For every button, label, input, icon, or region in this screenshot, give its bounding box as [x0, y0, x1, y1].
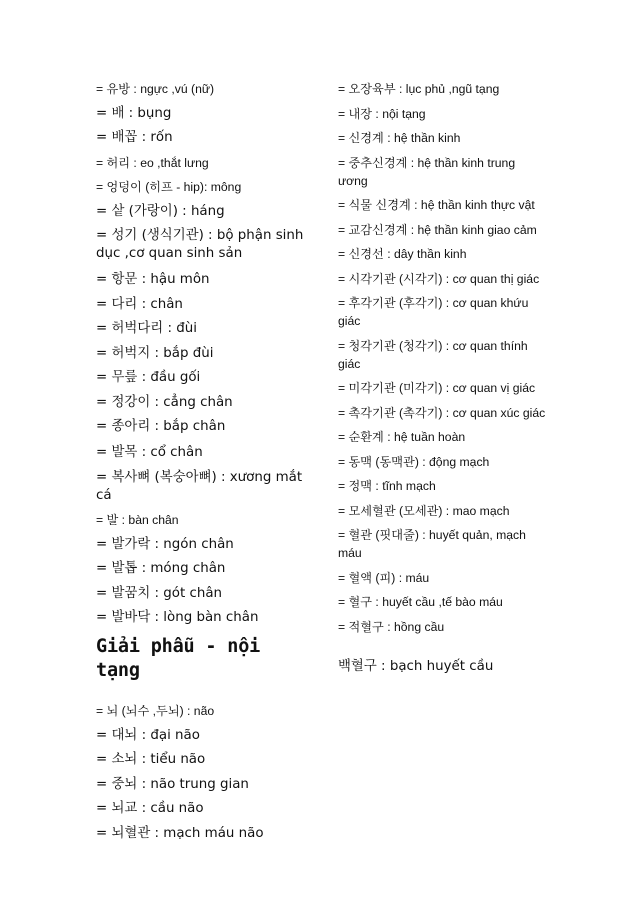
vocab-entry: = 뇌교 : cầu não: [96, 801, 204, 816]
vocab-entry: = 정맥 : tĩnh mạch: [338, 479, 436, 493]
vocab-entry-last: 백혈구 : bạch huyết cầu: [338, 658, 494, 674]
vocab-entry: = 발 : bàn chân: [96, 513, 179, 527]
left-entry-list-top: [96, 80, 306, 627]
vocab-entry: = 식물 신경계 : hệ thần kinh thực vật: [338, 198, 535, 212]
vocab-entry: = 다리 : chân: [96, 296, 183, 312]
right-column: [338, 80, 548, 682]
vocab-entry: = 종아리 : bắp chân: [96, 419, 226, 434]
left-column: [96, 80, 306, 849]
vocab-entry: = 항문 : hậu môn: [96, 272, 210, 287]
vocab-entry: = 발바닥 : lòng bàn chân: [96, 610, 259, 625]
vocab-entry: = 유방 : ngực ,vú (nữ): [96, 82, 215, 96]
vocab-entry: = 미각기관 (미각기) : cơ quan vị giác: [338, 381, 536, 395]
vocab-entry: = 순환계 : hệ tuần hoàn: [338, 430, 466, 444]
vocab-entry: = 교감신경계 : hệ thần kinh giao cảm: [338, 222, 537, 237]
vocab-entry: = 정강이 : cẳng chân: [96, 394, 233, 410]
vocab-entry: = 대뇌 : đại não: [96, 727, 200, 743]
vocab-entry: = 청각기관 (청각기) : cơ quan thính giác: [338, 338, 528, 371]
vocab-entry: = 배 : bụng: [96, 105, 172, 121]
vocab-entry: = 발목 : cổ chân: [96, 445, 203, 460]
vocab-entry: = 신경선 : dây thần kinh: [338, 247, 467, 261]
vocab-entry: = 뇌혈관 : mạch máu não: [96, 825, 264, 841]
vocab-entry: = 혈구 : huyết cầu ,tế bào máu: [338, 595, 503, 609]
vocab-entry: = 시각기관 (시각기) : cơ quan thị giác: [338, 271, 540, 286]
vocab-entry: = 혈액 (피) : máu: [338, 570, 430, 585]
vocab-entry: = 중추신경계 : hệ thần kinh trung ương: [338, 155, 516, 188]
left-entry-list-bottom: [96, 702, 306, 843]
vocab-entry: = 뇌 (뇌수 ,두뇌) : não: [96, 704, 215, 718]
vocab-entry: = 허벅지 : bắp đùi: [96, 345, 214, 361]
vocab-entry: = 오장육부 : lục phủ ,ngũ tạng: [338, 82, 500, 96]
vocab-entry: = 신경계 : hệ thần kinh: [338, 131, 461, 145]
vocab-entry: = 발꿈치 : gót chân: [96, 585, 223, 601]
vocab-entry: = 허벅다리 : đùi: [96, 321, 197, 336]
vocab-entry: = 배꼽 : rốn: [96, 130, 173, 145]
vocab-entry: = 발톱 : móng chân: [96, 561, 226, 576]
vocab-entry: = 모세혈관 (모세관) : mao mạch: [338, 503, 510, 518]
vocab-entry: = 성기 (생식기관) : bộ phận sinh dục ,cơ quan sinh sản: [96, 228, 304, 261]
vocab-entry: = 발가락 : ngón chân: [96, 536, 234, 552]
section-heading: Giải phẫu - nội tạng: [96, 636, 261, 681]
vocab-entry: = 샅 (가랑이) : háng: [96, 203, 225, 219]
vocab-entry: = 후각기관 (후각기) : cơ quan khứu giác: [338, 296, 529, 328]
vocab-entry: = 허리 : eo ,thắt lưng: [96, 155, 209, 170]
right-entry-list: [338, 80, 548, 636]
vocab-entry: = 촉각기관 (촉각기) : cơ quan xúc giác: [338, 405, 546, 420]
vocab-entry: = 중뇌 : não trung gian: [96, 776, 249, 792]
vocab-entry: = 소뇌 : tiểu não: [96, 752, 206, 767]
vocab-entry: = 복사뼈 (복숭아뼈) : xương mắt cá: [96, 469, 303, 503]
vocab-entry: = 혈관 (핏대줄) : huyết quản, mạch máu: [338, 528, 526, 560]
vocab-entry: = 동맥 (동맥관) : động mạch: [338, 454, 490, 469]
vocab-entry: = 내장 : nội tạng: [338, 106, 426, 121]
vocab-entry: = 적혈구 : hồng cầu: [338, 619, 445, 634]
vocab-entry: = 무릎 : đầu gối: [96, 370, 201, 385]
vocab-entry: = 엉덩이 (히프 - hip): mông: [96, 180, 242, 194]
